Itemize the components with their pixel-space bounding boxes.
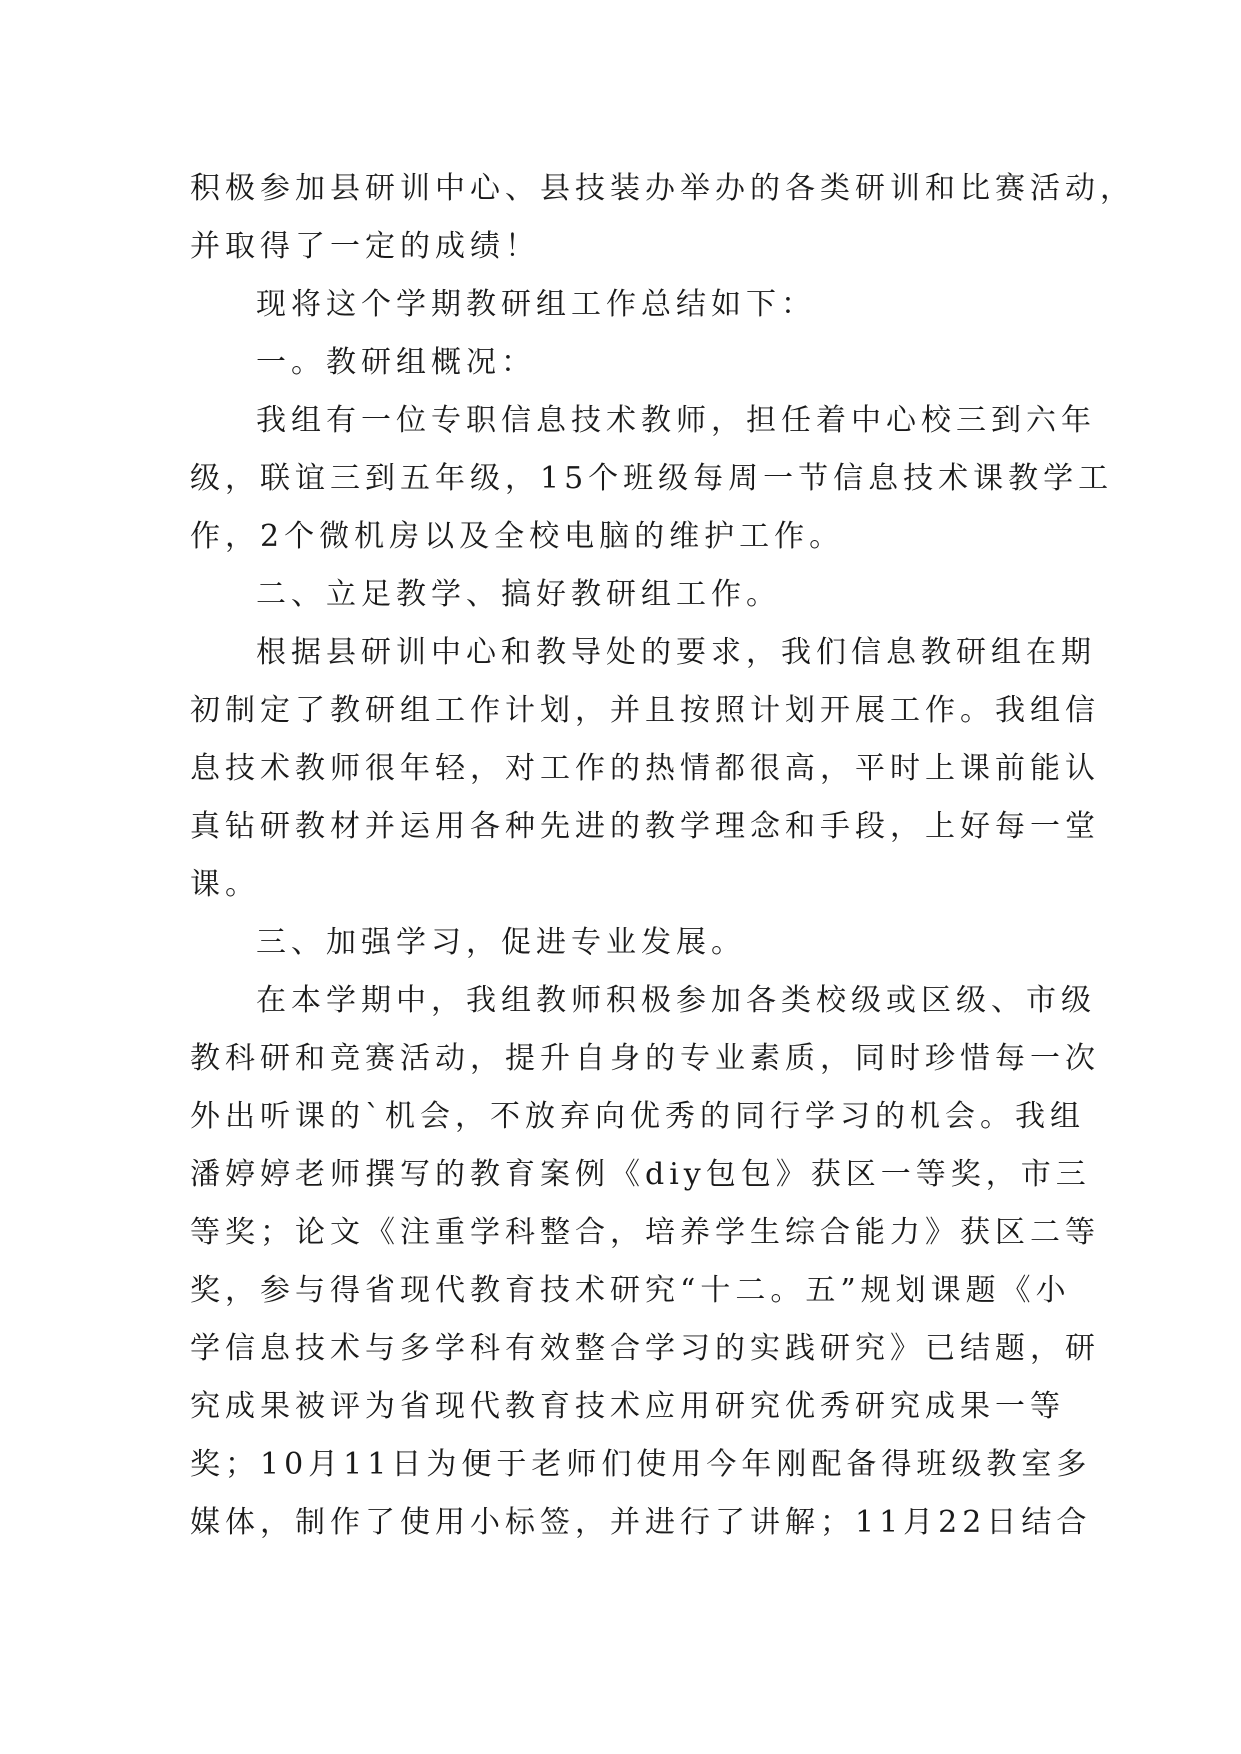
text-line: 究成果被评为省现代教育技术应用研究优秀研究成果一等 xyxy=(190,1389,1065,1424)
text-line: 现将这个学期教研组工作总结如下： xyxy=(256,287,816,322)
section-heading: 三、加强学习，促进专业发展。 xyxy=(256,925,746,960)
text-line: 并取得了一定的成绩！ xyxy=(190,229,540,264)
text-line: 级，联谊三到五年级，15个班级每周一节信息技术课教学工 xyxy=(190,461,1114,496)
text-line: 在本学期中，我组教师积极参加各类校级或区级、市级 xyxy=(256,983,1096,1018)
text-line: 外出听课的`机会，不放弃向优秀的同行学习的机会。我组 xyxy=(190,1099,1085,1134)
text-line: 学信息技术与多学科有效整合学习的实践研究》已结题，研 xyxy=(190,1331,1100,1366)
text-line: 我组有一位专职信息技术教师，担任着中心校三到六年 xyxy=(256,403,1096,438)
text-line: 等奖；论文《注重学科整合，培养学生综合能力》获区二等 xyxy=(190,1215,1100,1250)
text-line: 教科研和竞赛活动，提升自身的专业素质，同时珍惜每一次 xyxy=(190,1041,1100,1076)
text-line: 媒体，制作了使用小标签，并进行了讲解；11月22日结合 xyxy=(190,1505,1092,1540)
text-line: 课。 xyxy=(190,867,260,902)
text-line: 真钻研教材并运用各种先进的教学理念和手段，上好每一堂 xyxy=(190,809,1100,844)
section-heading: 一。教研组概况： xyxy=(256,345,536,380)
text-line: 息技术教师很年轻，对工作的热情都很高，平时上课前能认 xyxy=(190,751,1100,786)
document-body xyxy=(190,160,1135,1552)
text-line: 潘婷婷老师撰写的教育案例《diy包包》获区一等奖，市三 xyxy=(190,1157,1091,1192)
text-line: 奖；10月11日为便于老师们使用今年刚配备得班级教室多 xyxy=(190,1447,1092,1482)
text-line: 积极参加县研训中心、县技装办举办的各类研训和比赛活动， xyxy=(190,171,1135,206)
text-line: 奖，参与得省现代教育技术研究“十二。五”规划课题《小 xyxy=(190,1273,1071,1308)
text-line: 作，2个微机房以及全校电脑的维护工作。 xyxy=(190,519,845,554)
text-line: 根据县研训中心和教导处的要求，我们信息教研组在期 xyxy=(256,635,1096,670)
section-heading: 二、立足教学、搞好教研组工作。 xyxy=(256,577,781,612)
text-line: 初制定了教研组工作计划，并且按照计划开展工作。我组信 xyxy=(190,693,1100,728)
